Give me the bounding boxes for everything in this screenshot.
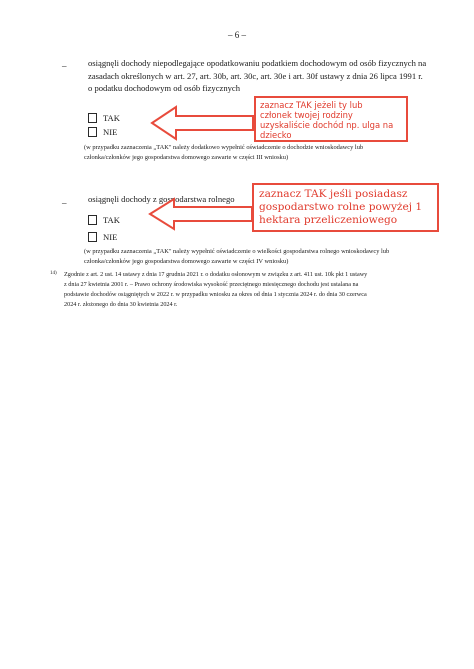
footnote <box>50 270 430 310</box>
note-line: członka/członków jego gospodarstwa domowego zawarte w części III wniosku) <box>84 154 289 161</box>
list-dash: – <box>62 61 67 71</box>
annotation-line: dziecko <box>260 130 292 140</box>
footnote-line: z dnia 27 kwietnia 2001 r. – Prawo ochrony środowiska wysokość przeciętnego miesięcznego dochodu jest ustalana na <box>64 281 359 288</box>
question-farm-income: osiągnęli dochody z gospodarstwa rolnego <box>88 194 235 204</box>
page-number: – 6 – <box>228 30 246 40</box>
annotation-box-income <box>254 96 408 142</box>
option-no-row[interactable] <box>88 232 117 242</box>
arrow-left-icon <box>150 104 256 142</box>
option-no-label: NIE <box>103 127 118 137</box>
option-yes-row[interactable] <box>88 215 120 225</box>
note-section2 <box>84 247 442 267</box>
annotation-line: uzyskaliście dochód np. ulga na <box>260 120 394 130</box>
arrow-left-icon <box>148 196 254 232</box>
footnote-marker: 14) <box>50 271 57 276</box>
list-dash: – <box>62 198 67 208</box>
checkbox-yes[interactable] <box>88 215 97 225</box>
question-line: o podatku dochodowym od osób fizycznych <box>88 83 241 93</box>
checkbox-yes[interactable] <box>88 113 97 123</box>
note-section1 <box>84 143 442 163</box>
annotation-line: gospodarstwo rolne powyżej 1 <box>259 201 423 213</box>
annotation-box-farm <box>252 183 439 232</box>
question-non-taxable-income <box>88 57 438 95</box>
option-yes-row[interactable] <box>88 113 120 123</box>
annotation-line: hektara przeliczeniowego <box>259 214 398 226</box>
footnote-line: 2024 r. złożonego do dnia 30 kwietnia 2024 r. <box>64 301 178 308</box>
annotation-line: członek twojej rodziny <box>260 110 353 120</box>
question-line: zasadach określonych w art. 27, art. 30b, art. 30c, art. 30e i art. 30f ustawy z dnia 26 lipca 1991 r. <box>88 70 423 81</box>
footnote-line: podstawie dochodów osiągniętych w 2022 r. w przypadku wniosku za okres od dnia 1 stycznia 2024 r. do dnia 30 czerwca <box>64 291 367 298</box>
option-yes-label: TAK <box>103 215 120 225</box>
note-line: (w przypadku zaznaczenia „TAK" należy wypełnić oświadczenie o wielkości gospodarstwa rolnego wnioskodawcy lub <box>84 248 390 255</box>
option-no-label: NIE <box>103 232 118 242</box>
footnote-line: Zgodnie z art. 2 ust. 14 ustawy z dnia 17 grudnia 2021 r. o dodatku osłonowym w związku z art. 411 ust. 10k pkt 1 ustawy <box>64 271 368 278</box>
option-yes-label: TAK <box>103 113 120 123</box>
question-line: osiągnęli dochody niepodlegające opodatkowaniu podatkiem dochodowym od osób fizycznych na <box>88 58 427 68</box>
checkbox-no[interactable] <box>88 127 97 137</box>
option-no-row[interactable] <box>88 127 117 137</box>
annotation-line: zaznacz TAK jeśli posiadasz <box>259 188 408 200</box>
note-line: członka/członków jego gospodarstwa domowego zawarte w części IV wniosku) <box>84 258 289 265</box>
note-line: (w przypadku zaznaczenia „TAK" należy dodatkowo wypełnić oświadczenie o dochodzie wnioskodawcy lub <box>84 144 364 151</box>
checkbox-no[interactable] <box>88 232 97 242</box>
annotation-line: zaznacz TAK jeżeli ty lub <box>260 100 363 110</box>
